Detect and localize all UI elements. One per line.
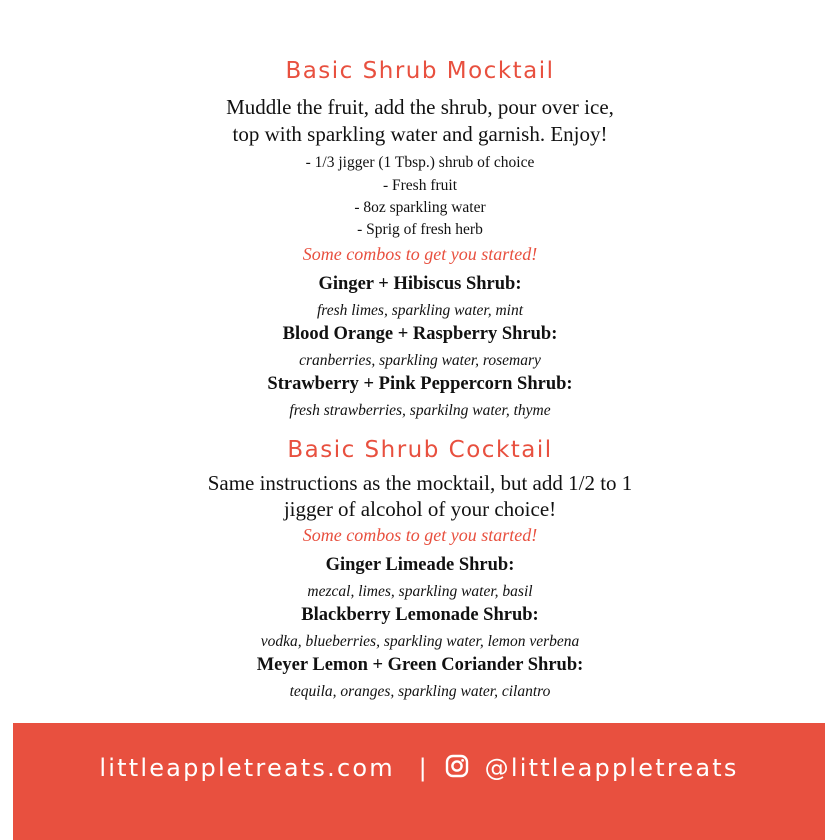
ingredient-item: - 8oz sparkling water	[354, 199, 486, 216]
combo-description: vodka, blueberries, sparkling water, lemon verbena	[260, 633, 580, 650]
website-link[interactable]: littleappletreats.com	[99, 754, 395, 782]
footer-banner	[13, 723, 825, 840]
cocktail-intro-line-1: Same instructions as the mocktail, but add 1/2 to 1	[207, 471, 633, 495]
combo-name: Blood Orange + Raspberry Shrub:	[282, 324, 558, 344]
combo-name: Blackberry Lemonade Shrub:	[301, 605, 539, 625]
combo-description: fresh strawberries, sparkilng water, thyme	[289, 402, 551, 419]
ingredient-item: - Sprig of fresh herb	[357, 221, 483, 238]
combo-description: mezcal, limes, sparkling water, basil	[307, 583, 533, 600]
mocktail-intro-line-2: top with sparkling water and garnish. Enjoy!	[232, 122, 608, 146]
combo-name: Strawberry + Pink Peppercorn Shrub:	[267, 374, 573, 394]
combo-name: Ginger Limeade Shrub:	[325, 555, 515, 575]
ingredient-item: - 1/3 jigger (1 Tbsp.) shrub of choice	[305, 154, 535, 171]
combo-name: Meyer Lemon + Green Coriander Shrub:	[256, 655, 584, 675]
combo-description: fresh limes, sparkling water, mint	[316, 302, 524, 319]
combo-name: Ginger + Hibiscus Shrub:	[318, 274, 522, 294]
mocktail-combos-heading: Some combos to get you started!	[302, 244, 538, 264]
mocktail-intro-line-1: Muddle the fruit, add the shrub, pour over ice,	[226, 95, 614, 119]
combo-description: tequila, oranges, sparkling water, cilantro	[289, 683, 551, 700]
instagram-icon	[445, 754, 469, 778]
mocktail-title: Basic Shrub Mocktail	[285, 58, 555, 84]
instagram-handle-link[interactable]: @littleappletreats	[484, 754, 739, 782]
cocktail-title: Basic Shrub Cocktail	[287, 437, 553, 463]
footer-contact	[13, 753, 825, 782]
cocktail-combos-heading: Some combos to get you started!	[302, 525, 538, 545]
footer-separator: |	[418, 754, 429, 782]
cocktail-intro-line-2: jigger of alcohol of your choice!	[283, 497, 557, 521]
ingredient-item: - Fresh fruit	[382, 177, 458, 194]
combo-description: cranberries, sparkling water, rosemary	[299, 352, 541, 369]
